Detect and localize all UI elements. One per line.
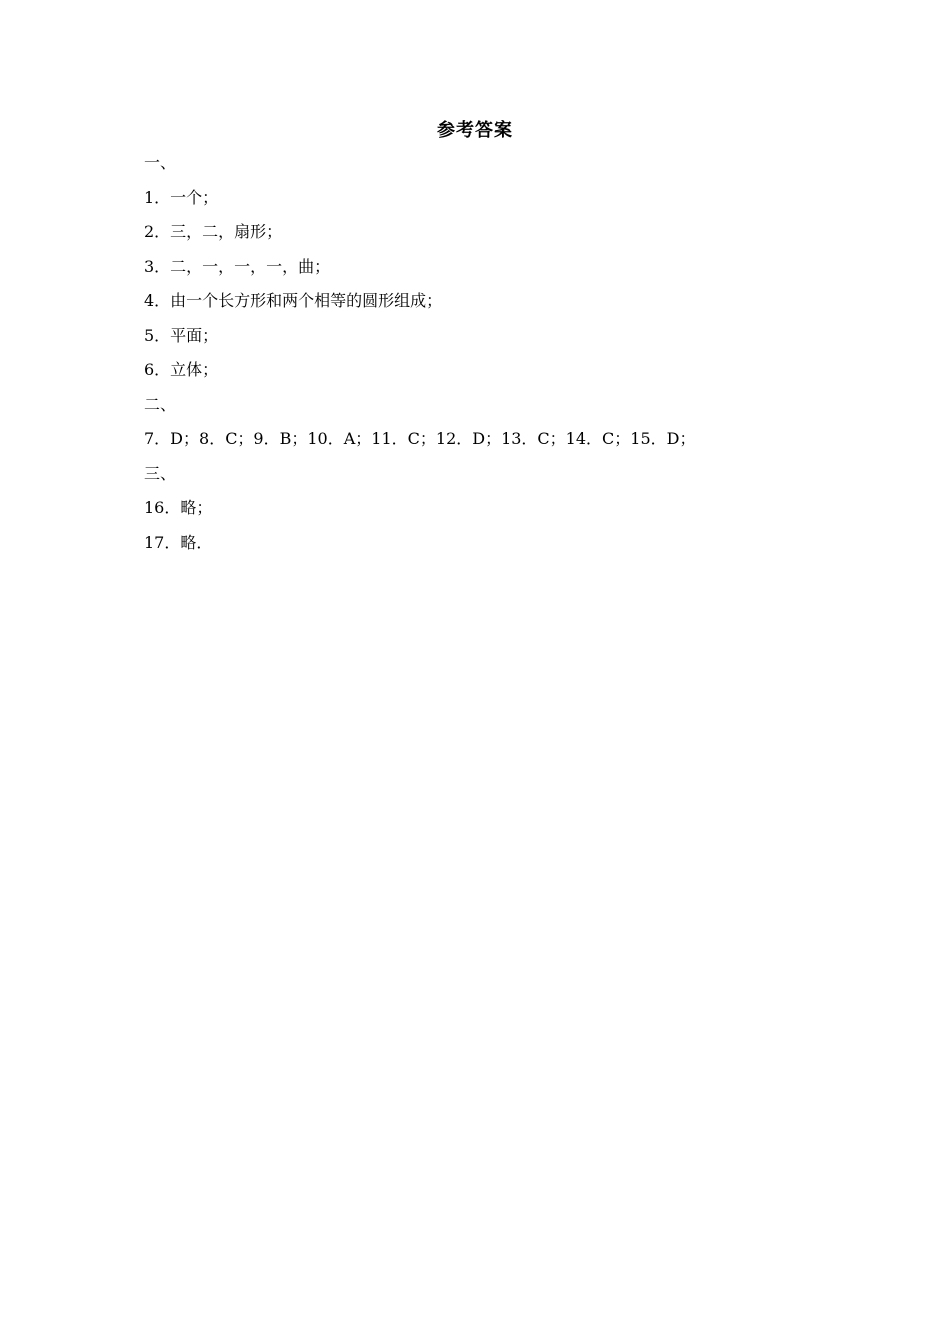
answer-line-4: 4．由一个长方形和两个相等的圆形组成；	[144, 291, 443, 310]
answer-line-6: 6．立体；	[144, 360, 219, 379]
page-title: 参考答案	[437, 120, 513, 141]
answer-line-1: 1．一个；	[144, 187, 219, 207]
answer-line-17: 17．略．	[144, 532, 213, 552]
answer-line-3: 3．二，一，一，一，曲；	[144, 256, 331, 276]
answer-line-16: 16．略；	[144, 498, 213, 517]
answer-line-5: 5．平面；	[144, 325, 219, 345]
section-heading-1: 一、	[144, 153, 177, 172]
answer-line-7-15: 7．D；8．C；9．B；10．A；11．C；12．D；13．C；14．C；15．D；	[144, 429, 696, 448]
section-heading-2: 二、	[144, 394, 177, 414]
answer-list	[144, 146, 864, 560]
section-heading-3: 三、	[144, 463, 177, 483]
answer-line-2: 2．三，二，扇形；	[144, 222, 283, 241]
